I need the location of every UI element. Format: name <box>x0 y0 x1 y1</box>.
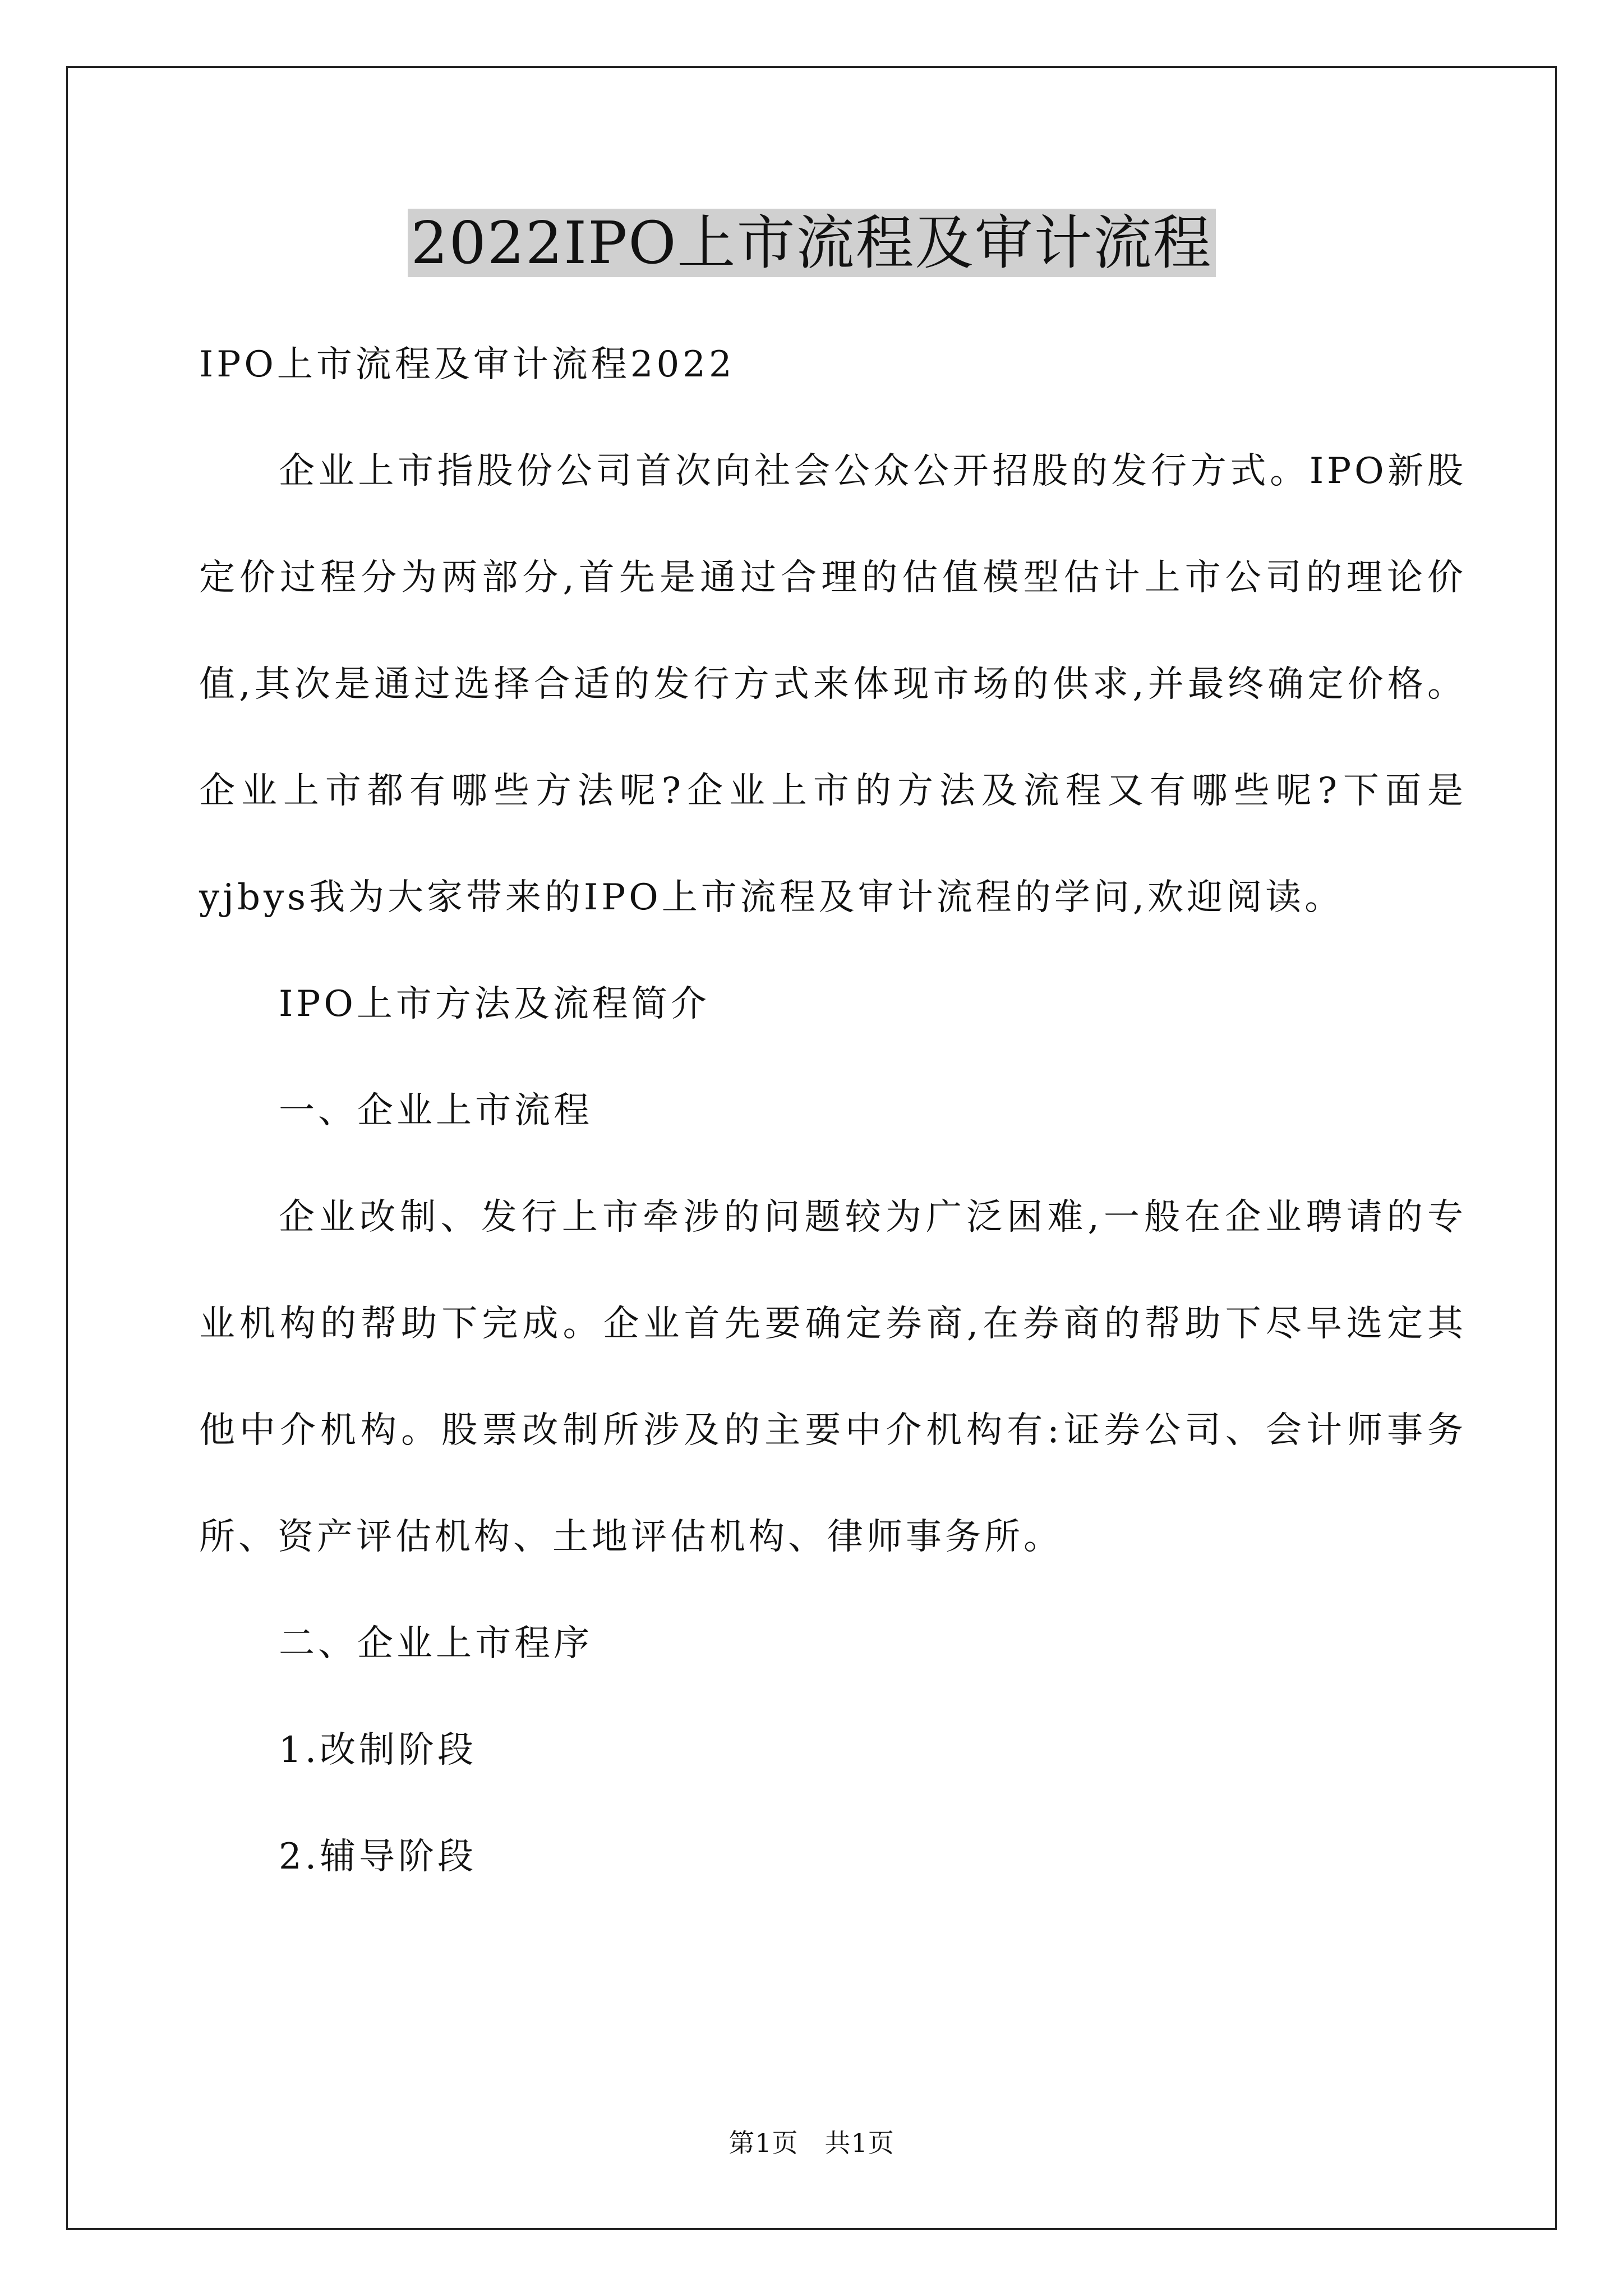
intro-paragraph: 企业上市指股份公司首次向社会公众公开招股的发行方式。IPO新股定价过程分为两部分,首先是通过合理的估值模型估计上市公司的理论价值,其次是通过选择合适的发行方式来体现市场的供求,并最终确定价格。企业上市都有哪些方法呢?企业上市的方法及流程又有哪些呢?下面是yjbys我为大家带来的IPO上市流程及审计流程的学问,欢迎阅读。 <box>199 450 1467 918</box>
section-heading-listing-procedure: 二、企业上市程序 <box>279 1623 593 1664</box>
list-item-guidance-stage: 2.辅导阶段 <box>279 1836 477 1878</box>
section-heading-overview: IPO上市方法及流程简介 <box>279 983 710 1025</box>
list-item-restructuring-stage: 1.改制阶段 <box>279 1729 477 1771</box>
document-title-text: 2022IPO上市流程及审计流程 <box>408 209 1216 277</box>
subtitle-paragraph: IPO上市流程及审计流程2022 <box>199 344 735 385</box>
section-heading-listing-process: 一、企业上市流程 <box>279 1090 593 1131</box>
document-title <box>0 206 1623 279</box>
page-footer: 第1页 共1页 <box>728 2128 895 2158</box>
listing-process-paragraph: 企业改制、发行上市牵涉的问题较为广泛困难,一般在企业聘请的专业机构的帮助下完成。企业首先要确定券商,在券商的帮助下尽早选定其他中介机构。股票改制所涉及的主要中介机构有:证券公司、会计师事务所、资产评估机构、土地评估机构、律师事务所。 <box>199 1197 1467 1558</box>
document-body <box>199 311 1467 1910</box>
